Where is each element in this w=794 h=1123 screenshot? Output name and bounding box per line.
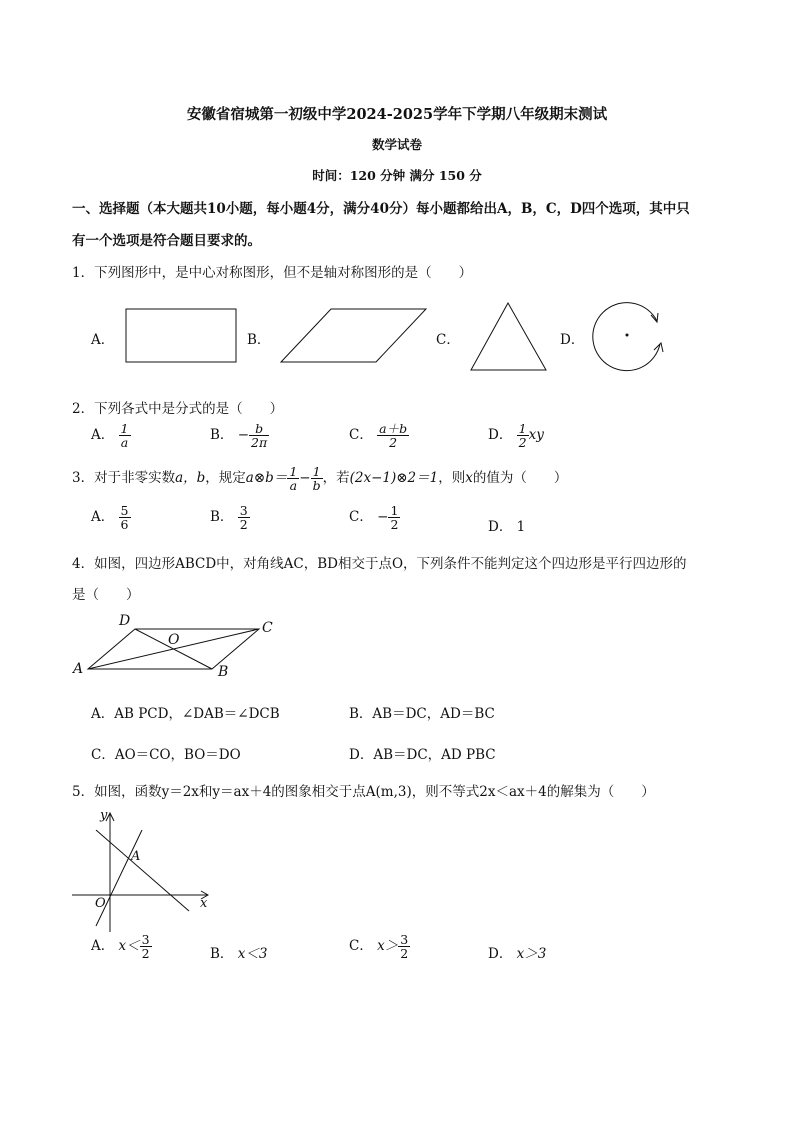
numerator: 3 [400, 932, 409, 947]
q2-option-a-fraction [119, 422, 131, 449]
time-info: 时间：120 分钟 满分 150 分 [312, 168, 482, 183]
q2-option-c[interactable] [349, 422, 409, 449]
numerator: 3 [239, 503, 248, 518]
q3-frac-1b [311, 465, 323, 492]
minus-sign: − [377, 509, 389, 526]
numerator: 1 [120, 421, 129, 436]
q1-option-b-label: B． [247, 332, 271, 348]
q5-stem: 5．如图，函数y＝2x和y＝ax＋4的图象相交于点A(m,3)，则不等式2x＜ax＋4的解集为（ ） [72, 784, 655, 800]
q1-option-c-label: C． [436, 332, 460, 348]
denominator: 2 [518, 435, 527, 451]
q5-option-b-label: B． [210, 946, 234, 962]
inequality: x＞ [377, 938, 399, 955]
center-dot [626, 334, 629, 337]
origin-label: O [95, 896, 106, 911]
q3-stem-mid: ，规定 [205, 470, 246, 487]
q3-frac-1a [287, 465, 299, 492]
q3-option-a[interactable] [91, 504, 131, 531]
q3-option-a-fraction [119, 504, 131, 531]
q3-stem-end2: 的值为（ ） [472, 470, 568, 487]
q3-option-b[interactable] [210, 504, 250, 531]
inequality: x＞3 [516, 946, 547, 962]
function-graph [72, 813, 208, 932]
axis-label-y: y [100, 808, 108, 823]
q2-option-d-label: D． [488, 427, 513, 444]
point-label-a: A [73, 661, 84, 677]
q1-option-d-label: D． [560, 332, 585, 348]
q3-stem [72, 465, 567, 492]
q3-stem-start: 3．对于非零实数 [72, 470, 176, 487]
denominator: 2 [400, 946, 409, 962]
q4-stem-line2: 是（ ） [72, 587, 140, 603]
point-label-b: B [218, 664, 229, 680]
denominator: 6 [120, 517, 129, 533]
q1-option-a-label: A． [91, 332, 115, 348]
q5-option-a-label: A． [91, 938, 115, 955]
numerator: 5 [120, 503, 129, 518]
q2-option-d[interactable] [488, 422, 544, 449]
q3-option-c-fraction [388, 504, 400, 531]
axis-label-x: x [200, 896, 208, 911]
numerator: 1 [311, 465, 323, 479]
denominator: 2π [251, 435, 268, 451]
denominator: b [312, 478, 321, 494]
q2-stem: 2．下列各式中是分式的是（ ） [72, 401, 284, 417]
q2-option-b-label: B． [210, 427, 234, 444]
arrow-head-icon [651, 313, 658, 322]
q2-option-a[interactable] [91, 422, 131, 449]
q2-option-b-fraction [249, 422, 269, 449]
q1-stem: 1．下列图形中，是中心对称图形，但不是轴对称图形的是（ ） [72, 265, 473, 281]
q3-condition: (2x−1)⊗2＝1 [349, 470, 439, 487]
point-label-o: O [168, 632, 180, 648]
q5-option-b[interactable] [210, 942, 267, 962]
denominator: 2 [389, 435, 398, 451]
point-label-c: C [262, 620, 273, 636]
q3-stem-mid2: ，若 [322, 470, 350, 487]
inequality: x＜ [118, 938, 140, 955]
q3-option-c[interactable] [349, 504, 400, 531]
point-label-a: A [131, 849, 141, 864]
numerator: 1 [289, 464, 298, 479]
q3-option-d-label: D． [488, 519, 513, 535]
q3-option-d-value: 1 [516, 519, 526, 535]
q5-option-a[interactable] [91, 933, 152, 960]
rectangle-figure [126, 309, 236, 362]
q2-option-c-label: C． [349, 427, 373, 444]
q5-option-d-label: D． [488, 946, 513, 962]
denominator: 2 [390, 517, 399, 533]
denominator: a [289, 478, 298, 494]
q4-option-c[interactable]: C．AO＝CO，BO＝DO [91, 747, 241, 763]
q2-option-a-label: A． [91, 427, 115, 444]
q3-option-b-fraction [238, 504, 250, 531]
q4-option-b[interactable]: B．AB＝DC，AD＝BC [349, 706, 495, 722]
exam-title: 安徽省宿城第一初级中学2024-2025学年下学期八年级期末测试 [186, 106, 608, 123]
q2-option-d-fraction [517, 422, 529, 449]
q3-option-b-label: B． [210, 509, 234, 526]
section1-instruction-line1: 一、选择题（本大题共10小题，每小题4分，满分40分）每小题都给出A，B，C，D四个选项，其中只 [72, 201, 690, 217]
q3-option-c-label: C． [349, 509, 373, 526]
point-label-d: D [119, 613, 131, 629]
q5-option-d[interactable] [488, 942, 546, 962]
q2-option-c-fraction [377, 422, 409, 449]
q5-option-c-fraction [398, 933, 410, 960]
q2-option-b[interactable] [210, 422, 269, 449]
q4-stem-line1: 4．如图，四边形ABCD中，对角线AC，BD相交于点O，下列条件不能判定这个四边形是平行四边形的 [72, 556, 687, 572]
q3-option-a-label: A． [91, 509, 115, 526]
q4-option-a[interactable]: A．AB PCD，∠DAB＝∠DCB [91, 706, 280, 722]
parallelogram-figure [281, 309, 426, 362]
exam-subtitle: 数学试卷 [371, 137, 422, 152]
q4-option-d[interactable]: D．AB＝DC，AD PBC [349, 747, 496, 763]
inequality: x＜3 [237, 946, 268, 962]
denominator: a [120, 435, 129, 451]
numerator: 1 [518, 421, 527, 436]
numerator: b [249, 422, 269, 436]
numerator: a＋b [379, 421, 408, 436]
section1-instruction-line2: 有一个选项是符合题目要求的。 [72, 233, 261, 249]
arc-figure [593, 303, 660, 371]
q5-option-c-label: C． [349, 938, 373, 955]
q3-stem-end: ，则 [438, 470, 466, 487]
q3-vars: a，b [175, 470, 206, 487]
numerator: 3 [141, 932, 150, 947]
q5-option-a-fraction [140, 933, 152, 960]
numerator: 1 [390, 503, 399, 518]
q3-option-d[interactable] [488, 515, 525, 535]
minus-sign: − [299, 470, 311, 487]
denominator: 2 [239, 517, 248, 533]
triangle-figure [471, 303, 546, 370]
arrow-head-icon [654, 343, 663, 352]
q3-x: x [465, 470, 473, 487]
minus-sign: − [237, 427, 250, 444]
q5-option-c[interactable] [349, 933, 410, 960]
q3-def-lhs: a⊗b＝ [245, 470, 288, 487]
denominator: 2 [141, 946, 150, 962]
variable-xy: xy [528, 427, 544, 444]
